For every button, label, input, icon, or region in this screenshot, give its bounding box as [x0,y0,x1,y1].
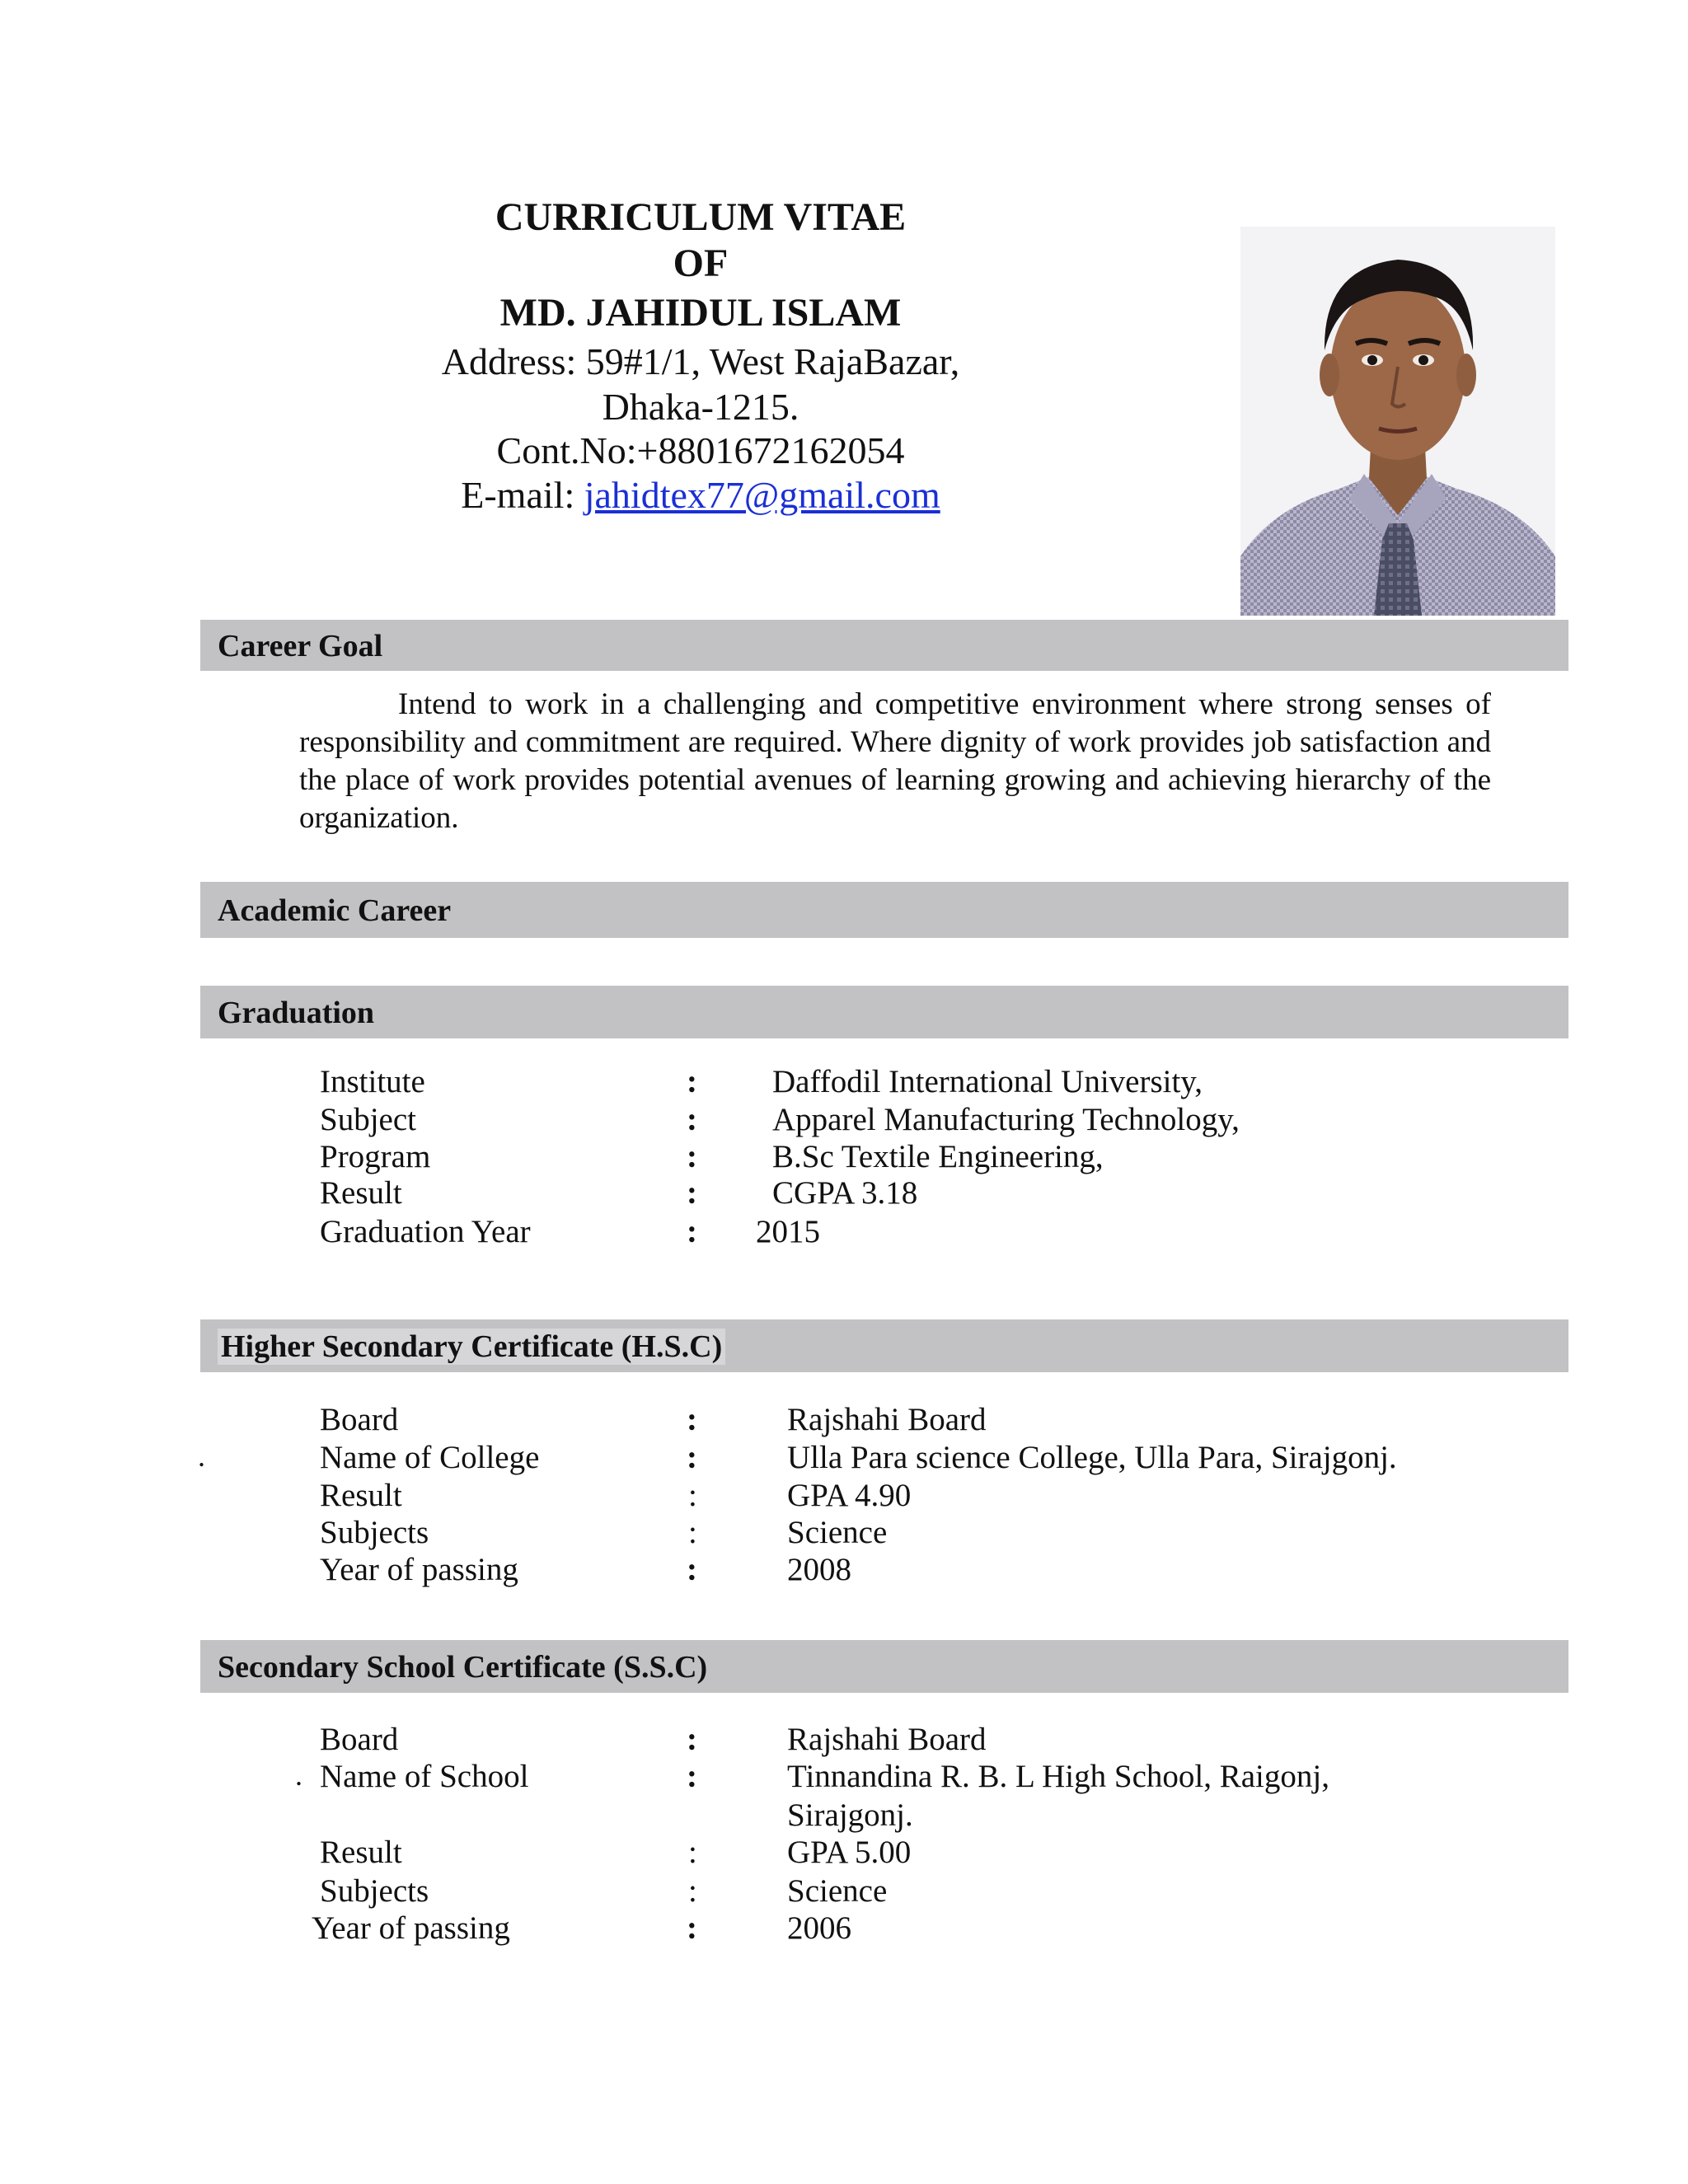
email-link[interactable]: jahidtex77@gmail.com [584,474,940,516]
row-colon: : [688,1515,697,1550]
row-label: Subjects [320,1873,429,1909]
row-colon: : [687,1064,697,1099]
hsc-heading: Higher Secondary Certificate (H.S.C) [218,1329,725,1365]
row-value: GPA 4.90 [787,1478,912,1513]
row-label: Board [320,1402,399,1437]
row-colon: : [688,1873,697,1909]
row-colon: : [687,1102,697,1137]
contact-number: Cont.No:+8801672162054 [496,429,905,471]
candidate-name: MD. JAHIDUL ISLAM [499,291,902,335]
row-colon: : [687,1759,697,1794]
row-value: Apparel Manufacturing Technology, [772,1102,1240,1137]
row-value: Daffodil International University, [772,1064,1203,1099]
row-label: Subjects [320,1515,429,1550]
graduation-bar [200,986,1568,1038]
row-value: Rajshahi Board [787,1402,987,1437]
row-marker: . [295,1759,302,1792]
career-goal-text [299,686,1491,837]
row-value: Science [787,1515,888,1550]
row-value: CGPA 3.18 [772,1175,918,1211]
row-colon: : [687,1214,697,1249]
cv-title-of: OF [673,241,729,285]
row-colon: : [688,1835,697,1870]
row-value: Science [787,1873,888,1909]
row-value: 2015 [756,1214,820,1249]
profile-photo [1240,227,1555,616]
address-line-1: Address: 59#1/1, West RajaBazar, [441,340,960,382]
row-colon: : [687,1722,697,1757]
row-label: Graduation Year [320,1214,531,1249]
row-value: 2008 [787,1552,851,1587]
row-colon: : [687,1402,697,1437]
row-label: Year of passing [312,1910,510,1946]
row-value-continued: Sirajgonj. [787,1797,913,1833]
row-value: GPA 5.00 [787,1835,912,1870]
academic-career-heading: Academic Career [218,893,452,928]
row-value: B.Sc Textile Engineering, [772,1139,1104,1174]
row-colon: : [687,1910,697,1946]
academic-career-bar [200,882,1568,938]
row-value: Rajshahi Board [787,1722,987,1757]
row-colon: : [687,1139,697,1174]
row-value: Tinnandina R. B. L High School, Raigonj, [787,1759,1329,1794]
row-colon: : [687,1552,697,1587]
cv-title: CURRICULUM VITAE [495,195,907,239]
row-label: Subject [320,1102,416,1137]
row-colon: : [688,1478,697,1513]
row-label: Name of College [320,1440,540,1475]
row-label: Program [320,1139,431,1174]
row-label: Year of passing [320,1552,518,1587]
row-label: Result [320,1835,402,1870]
address-line-2: Dhaka-1215. [602,386,799,428]
row-colon: : [687,1175,697,1211]
ssc-bar [200,1640,1568,1693]
hsc-bar [200,1319,1568,1372]
row-value: 2006 [787,1910,851,1946]
career-goal-body: Intend to work in a challenging and competitive environment where strong senses of responsibility and commitment are required. Where dignity of work provides job satisfaction and the place of work provides potential avenues of learning growing and achieving hierarchy of the organization. [299,687,1491,835]
graduation-heading: Graduation [218,996,375,1030]
career-goal-heading: Career Goal [218,629,383,663]
row-label: Institute [320,1064,425,1099]
email-label: E-mail: [461,474,584,516]
row-value: Ulla Para science College, Ulla Para, Sirajgonj. [787,1440,1397,1475]
row-label: Board [320,1722,399,1757]
row-colon: : [687,1440,697,1475]
row-label: Name of School [320,1759,529,1794]
row-label: Result [320,1175,402,1211]
row-marker: . [198,1440,205,1473]
row-label: Result [320,1478,402,1513]
ssc-heading: Secondary School Certificate (S.S.C) [218,1650,708,1685]
career-goal-bar [200,620,1568,671]
email-line [338,473,1063,517]
